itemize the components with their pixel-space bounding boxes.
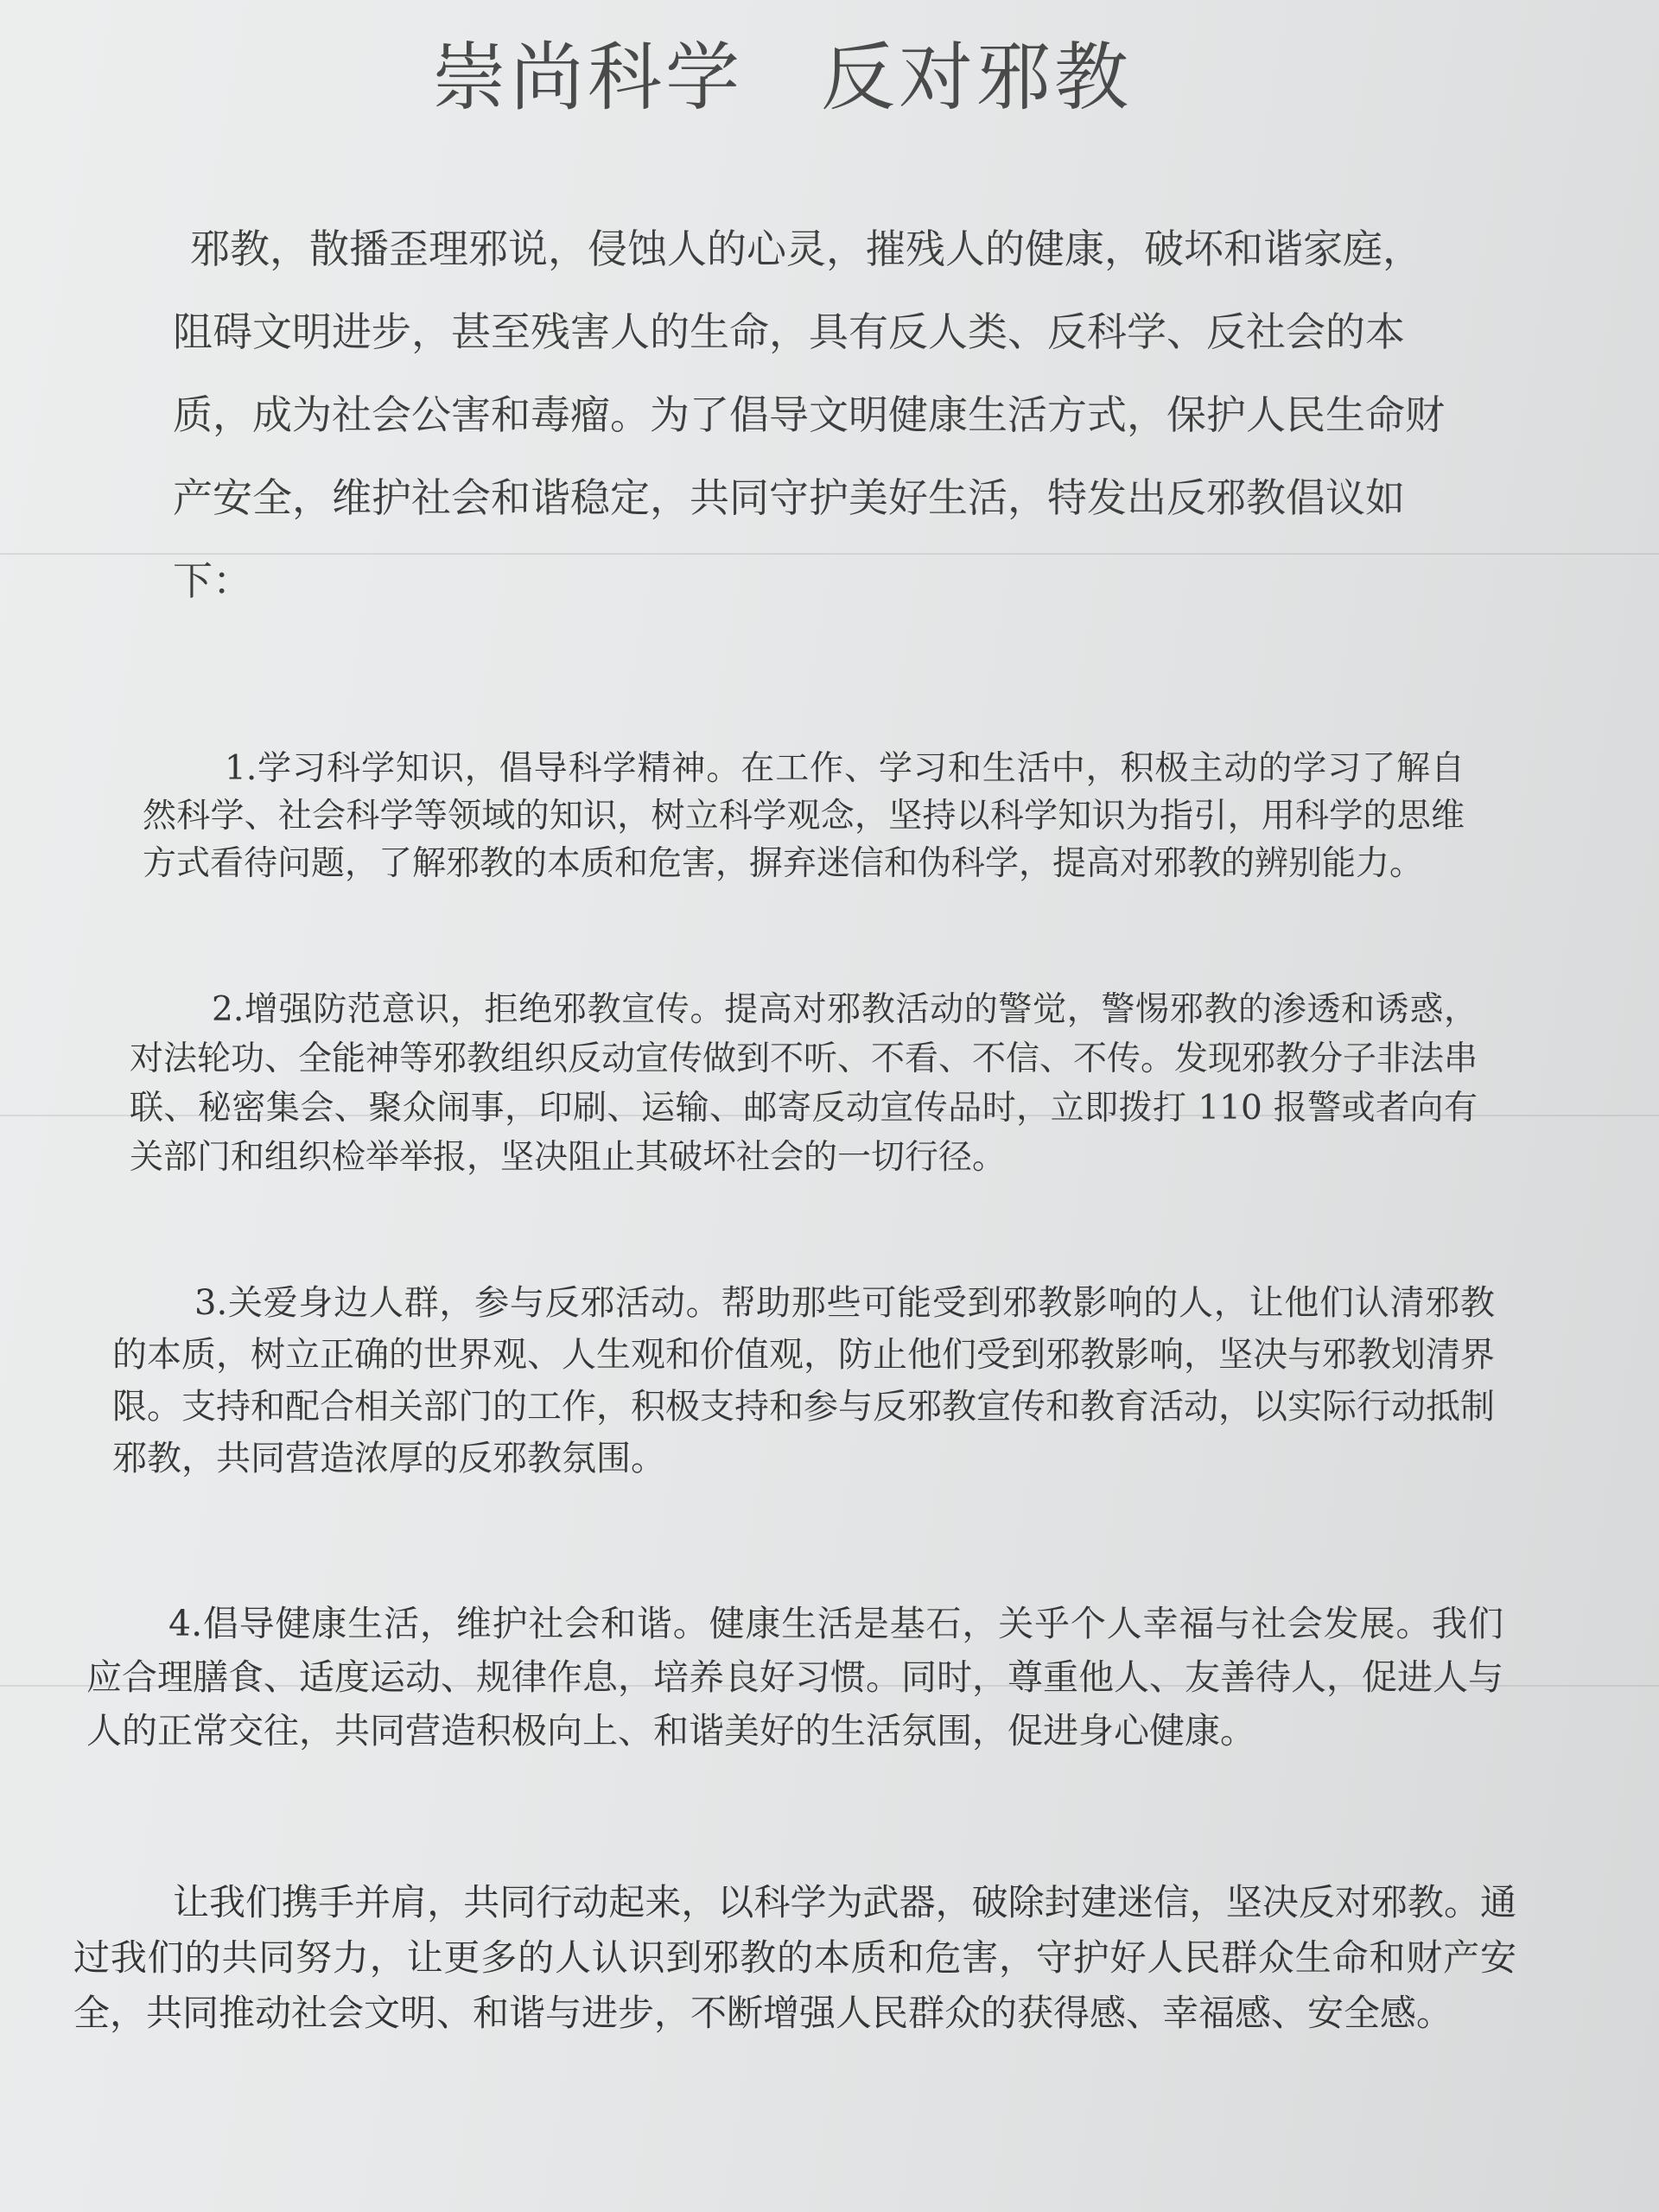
document-title (432, 17, 1210, 124)
closing-paragraph: 让我们携手并肩，共同行动起来，以科学为武器，破除封建迷信，坚决反对邪教。通过我们的共同努力，让更多的人认识到邪教的本质和危害，守护好人民群众生命和财产安全，共同推动社会文明、和谐与进步，不断增强人民群众的获得感、幸福感、安全感。 (73, 1881, 1516, 2034)
intro-paragraph: 邪教，散播歪理邪说，侵蚀人的心灵，摧残人的健康，破坏和谐家庭，阻碍文明进步，甚至残害人的生命，具有反人类、反科学、反社会的本质，成为社会公害和毒瘤。为了倡导文明健康生活方式，保护人民生命财产安全，维护社会和谐稳定，共同守护美好生活，特发出反邪教倡议如下： (173, 226, 1445, 604)
initiative-item-1: 1.学习科学知识，倡导科学精神。在工作、学习和生活中，积极主动的学习了解自然科学、社会科学等领域的知识，树立科学观念，坚持以科学知识为指引，用科学的思维方式看待问题，了解邪教的本质和危害，摒弃迷信和伪科学，提高对邪教的辨别能力。 (143, 749, 1465, 883)
title-part-anti-cult: 反对邪教 (821, 35, 1132, 121)
initiative-item-2: 2.增强防范意识，拒绝邪教宣传。提高对邪教活动的警觉，警惕邪教的渗透和诱惑，对法轮功、全能神等邪教组织反动宣传做到不听、不看、不信、不传。发现邪教分子非法串联、秘密集会、聚众闹事，印刷、运输、邮寄反动宣传品时，立即拨打 110 报警或者向有关部门和组织检举举报，坚决阻止其破坏社会的一切行径。 (130, 990, 1478, 1177)
title-part-science: 崇尚科学 (432, 35, 743, 121)
initiative-item-3: 3.关爱身边人群，参与反邪活动。帮助那些可能受到邪教影响的人，让他们认清邪教的本质，树立正确的世界观、人生观和价值观，防止他们受到邪教影响，坚决与邪教划清界限。支持和配合相关部门的工作，积极支持和参与反邪教宣传和教育活动，以实际行动抵制邪教，共同营造浓厚的反邪教氛围。 (112, 1283, 1495, 1478)
initiative-item-4: 4.倡导健康生活，维护社会和谐。健康生活是基石，关乎个人幸福与社会发展。我们应合理膳食、适度运动、规律作息，培养良好习惯。同时，尊重他人、友善待人，促进人与人的正常交往，共同营造积极向上、和谐美好的生活氛围，促进身心健康。 (86, 1603, 1503, 1751)
